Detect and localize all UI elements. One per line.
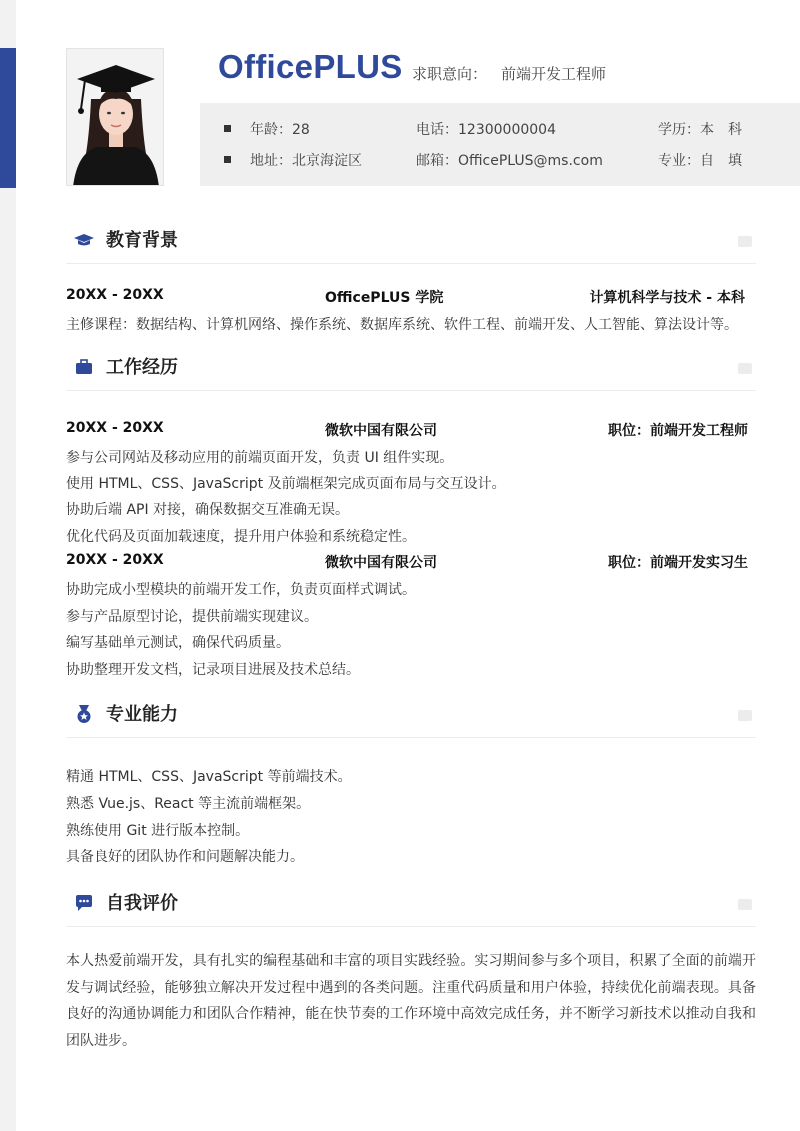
briefcase-icon xyxy=(74,357,94,377)
skill-item: 精通 HTML、CSS、JavaScript 等前端技术。 xyxy=(66,769,352,785)
skill-item: 熟悉 Vue.js、React 等主流前端框架。 xyxy=(66,796,311,812)
skill-item: 熟练使用 Git 进行版本控制。 xyxy=(66,823,250,839)
section-self-evaluation xyxy=(66,887,756,927)
education-row xyxy=(66,287,748,307)
job-intention xyxy=(412,63,606,84)
bullet-square-icon xyxy=(224,156,231,163)
candidate-name: OfficePLUS xyxy=(218,48,403,85)
job-row xyxy=(66,552,748,572)
personal-info-panel xyxy=(200,103,800,186)
accent-bar xyxy=(0,48,16,188)
job-company: 微软中国有限公司 xyxy=(325,555,437,571)
info-age: 年龄：28 xyxy=(250,122,310,138)
education-major: 计算机科学与技术 - 本科 xyxy=(589,290,745,306)
section-title: 教育背景 xyxy=(106,230,178,251)
education-period: 20XX - 20XX xyxy=(66,287,164,303)
job-duty: 协助完成小型模块的前端开发工作，负责页面样式调试。 xyxy=(66,582,416,598)
info-email: 邮箱：OfficePLUS@ms.com xyxy=(416,153,603,169)
section-tab-decoration xyxy=(738,363,752,374)
education-courses: 主修课程：数据结构、计算机网络、操作系统、数据库系统、软件工程、前端开发、人工智能、算法设计等。 xyxy=(66,317,738,333)
profile-photo xyxy=(66,48,164,186)
education-school: OfficePLUS 学院 xyxy=(325,290,444,306)
job-position: 职位：前端开发实习生 xyxy=(608,555,748,571)
job-duty: 协助后端 API 对接，确保数据交互准确无误。 xyxy=(66,502,350,518)
job-duty: 使用 HTML、CSS、JavaScript 及前端框架完成页面布局与交互设计。 xyxy=(66,476,506,492)
info-degree: 学历：本 科 xyxy=(658,122,742,138)
job-duty: 参与产品原型讨论，提供前端实现建议。 xyxy=(66,609,318,625)
job-period: 20XX - 20XX xyxy=(66,420,164,436)
section-title: 自我评价 xyxy=(106,893,178,914)
medal-icon xyxy=(74,704,94,724)
section-tab-decoration xyxy=(738,710,752,721)
job-duty: 协助整理开发文档，记录项目进展及技术总结。 xyxy=(66,662,360,678)
job-duty: 编写基础单元测试，确保代码质量。 xyxy=(66,635,290,651)
job-duty: 参与公司网站及移动应用的前端页面开发，负责 UI 组件实现。 xyxy=(66,450,454,466)
job-period: 20XX - 20XX xyxy=(66,552,164,568)
job-company: 微软中国有限公司 xyxy=(325,423,437,439)
graduation-cap-icon xyxy=(74,230,94,250)
job-intention-value: 前端开发工程师 xyxy=(501,65,607,83)
skill-item: 具备良好的团队协作和问题解决能力。 xyxy=(66,849,304,865)
info-address: 地址：北京海淀区 xyxy=(250,153,362,169)
job-position: 职位：前端开发工程师 xyxy=(608,423,748,439)
section-work xyxy=(66,351,756,391)
section-title: 专业能力 xyxy=(106,704,178,725)
section-tab-decoration xyxy=(738,899,752,910)
job-intention-label: 求职意向： xyxy=(412,65,488,83)
section-education xyxy=(66,224,756,264)
info-phone: 电话：12300000004 xyxy=(416,122,556,138)
section-skills xyxy=(66,698,756,738)
info-major: 专业：自 填 xyxy=(658,153,742,169)
bullet-square-icon xyxy=(224,125,231,132)
job-duty: 优化代码及页面加载速度，提升用户体验和系统稳定性。 xyxy=(66,529,416,545)
self-evaluation-text: 本人热爱前端开发，具有扎实的编程基础和丰富的项目实践经验。实习期间参与多个项目，积累了全面的前端开发与调试经验，能够独立解决开发过程中遇到的各类问题。注重代码质量和用户体验，持续优化前端表现。具备良好的沟通协调能力和团队合作精神，能在快节奏的工作环境中高效完成任务，并不断学习新技术以推动自我和团队进步。 xyxy=(66,953,756,1049)
chat-bubble-icon xyxy=(74,893,94,913)
section-tab-decoration xyxy=(738,236,752,247)
job-row xyxy=(66,420,748,440)
section-title: 工作经历 xyxy=(106,357,178,378)
